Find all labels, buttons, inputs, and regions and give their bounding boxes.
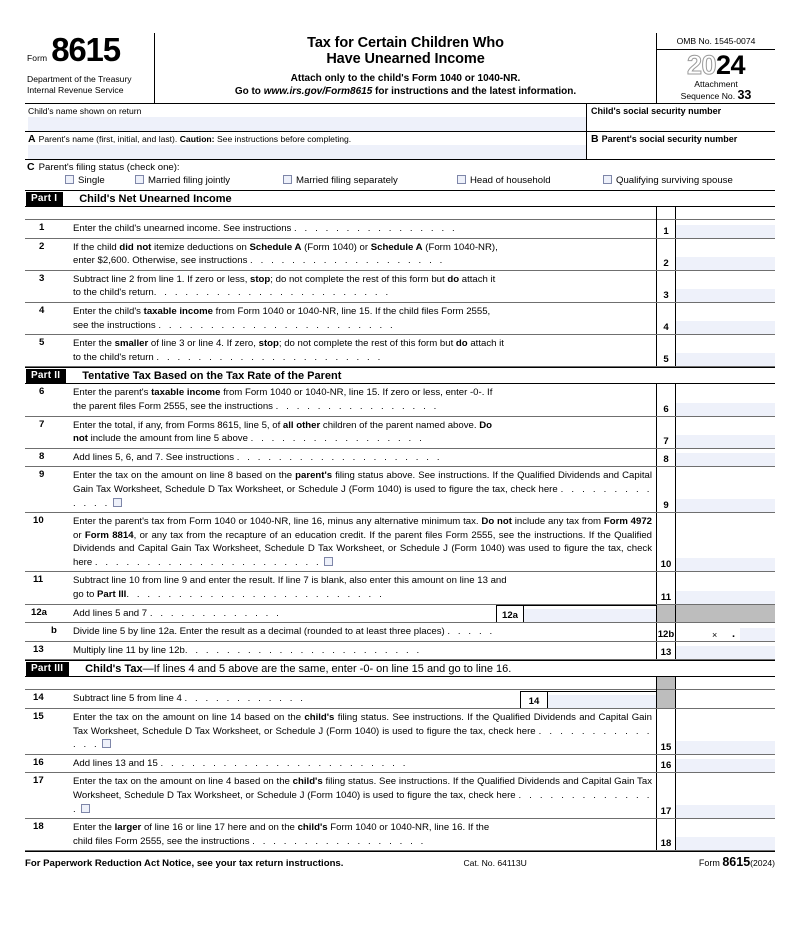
line-18-number: 18 xyxy=(33,821,44,833)
goto-suffix: for instructions and the latest information. xyxy=(372,86,577,97)
leader-dots: . . . . . . . . . . . . . . . . . . . . . . . xyxy=(158,319,396,331)
line-6-row xyxy=(25,384,775,416)
parent-ssn-text: Parent's social security number xyxy=(601,134,738,144)
line-7-text xyxy=(25,417,657,448)
line-10-instruction: Enter the parent's tax from Form 1040 or 1040-NR, line 16, minus any alternative minimum tax. Do not include any tax from Form 4972 or Form 8814, or any tax from the recapture of an education credit. If the parent files Form 2555, see the instructions. If the Qualified Dividends and Capital Gain Tax Worksheet, Schedule D Tax Worksheet, or Schedule J (Form 1040) was used to figure the tax, check here . . . . . . . . . . . . . . . . . . . . . . xyxy=(73,516,653,568)
line-8-amount-input[interactable] xyxy=(676,449,775,467)
line-9-checkbox[interactable] xyxy=(113,498,122,507)
checkbox-icon[interactable] xyxy=(135,175,144,184)
form-identifier xyxy=(27,31,150,68)
line-12a-box-number: 12a xyxy=(496,605,523,622)
line-9-number: 9 xyxy=(39,469,45,481)
footer-form-label: Form xyxy=(698,858,720,869)
child-ssn-label: Child's social security number xyxy=(591,106,722,116)
line-16-box-number: 16 xyxy=(657,755,676,773)
footer-form-reference xyxy=(699,855,775,869)
line-5-row xyxy=(25,335,775,367)
line-9-instruction: Enter the tax on the amount on line 8 based on the parent's filing status above. See instructions. If the Qualified Dividends and Capital Gain Tax Worksheet, Schedule D Tax Worksheet, or Schedule J (Form 1040) is used to figure the tax, check here . . . . . . . . . . . . . xyxy=(73,470,653,509)
leader-dots: . . . . . . . . . . . . . . xyxy=(73,790,652,815)
parent-name-input[interactable] xyxy=(28,145,586,159)
line-2-row xyxy=(25,239,775,271)
line-15-box-number: 15 xyxy=(657,709,676,754)
line-5-box-number: 5 xyxy=(657,335,676,366)
filing-option-label: Single xyxy=(78,175,105,186)
parent-ssn-input[interactable] xyxy=(591,145,775,159)
line-1-box-number: 1 xyxy=(657,220,676,238)
form-word-label: Form xyxy=(27,52,48,63)
line-3-box-number: 3 xyxy=(657,271,676,302)
leader-dots: . . . . . . . . . . . . . . . . xyxy=(275,400,439,412)
part-3-top-spacer xyxy=(25,677,775,690)
line-10-checkbox[interactable] xyxy=(324,557,333,566)
parent-name-text-2: See instructions before completing. xyxy=(214,134,352,144)
line-8-number: 8 xyxy=(39,450,45,462)
checkbox-icon[interactable] xyxy=(283,175,292,184)
line-1-text xyxy=(25,220,657,238)
filing-option-qualifying-surviving-spouse[interactable] xyxy=(603,175,733,187)
form-title-line-2: Have Unearned Income xyxy=(326,50,485,67)
agency-line-1: Department of the Treasury xyxy=(27,74,132,85)
line-16-row xyxy=(25,755,775,774)
form-title-line-1: Tax for Certain Children Who xyxy=(307,35,504,51)
goto-note xyxy=(159,86,652,97)
leader-dots: . . . . . . . . . . . . . . . . . . . . . . . xyxy=(153,287,391,299)
line-1-instruction: Enter the child's unearned income. See instructions . . . . . . . . . . . . . . . . xyxy=(73,223,458,234)
line-13-number: 13 xyxy=(33,643,44,655)
line-10-number: 10 xyxy=(33,515,44,527)
line-12a-shaded-cell xyxy=(676,605,775,623)
parent-name-caution: Caution: xyxy=(179,134,215,144)
tax-year-century: 20 xyxy=(686,50,716,80)
line-12b-box-number: 12b xyxy=(657,623,676,641)
checkbox-icon[interactable] xyxy=(457,175,466,184)
agency-line-2: Internal Revenue Service xyxy=(27,85,124,96)
decimal-entry[interactable] xyxy=(676,627,775,641)
checkbox-icon[interactable] xyxy=(65,175,74,184)
filing-option-label: Qualifying surviving spouse xyxy=(616,175,733,186)
line-18-text xyxy=(25,819,657,850)
line-5-amount-input[interactable] xyxy=(676,335,775,366)
line-4-text xyxy=(25,303,657,334)
line-4-amount-input[interactable] xyxy=(676,303,775,334)
line-17-text xyxy=(25,773,657,818)
leader-dots: . . . . . . . . . . . . . . . . . . . xyxy=(250,255,445,267)
parent-identity-row xyxy=(25,132,775,160)
line-16-number: 16 xyxy=(33,756,44,768)
leader-dots: . . . . . . . . . . . . . . . . . . . . . . xyxy=(156,351,383,363)
part-3-title xyxy=(85,663,511,675)
part-1-tag: Part I xyxy=(26,192,63,206)
line-7-row xyxy=(25,417,775,449)
line-14-instruction: Subtract line 5 from line 4 . . . . . . . . . . . . xyxy=(73,693,306,705)
attachment-sequence xyxy=(657,79,775,103)
part-3-title-rest: —If lines 4 and 5 above are the same, enter -0- on line 15 and go to line 16. xyxy=(142,662,512,675)
goto-prefix: Go to xyxy=(234,86,264,97)
form-footer xyxy=(25,851,775,869)
line-7-amount-input[interactable] xyxy=(676,417,775,448)
line-16-amount-input[interactable] xyxy=(676,755,775,773)
line-15-amount-input[interactable] xyxy=(676,709,775,754)
leader-dots: . . . . . . . . . . . . . . xyxy=(73,725,652,751)
line-5-text xyxy=(25,335,657,366)
line-7-instruction: Enter the total, if any, from Forms 8615, line 5, of all other children of the parent named above. Do not include the amount from line 5 above . . . . . . . . . . . . . . . . . xyxy=(73,419,492,445)
item-letter-c: C xyxy=(27,161,35,173)
filing-status-row xyxy=(25,160,775,191)
form-header xyxy=(25,33,775,104)
attachment-label: Attachment xyxy=(694,79,738,89)
line-5-instruction: Enter the smaller of line 3 or line 4. If zero, stop; do not complete the rest of this form but do attach it to the child's return . . . . . . . . . . . . . . . . . . . . . . xyxy=(73,338,504,363)
line-18-amount-input[interactable] xyxy=(676,819,775,850)
line-13-text xyxy=(25,642,657,660)
line-12b-decimal-input[interactable] xyxy=(676,623,775,641)
line-12a-row xyxy=(25,605,775,624)
child-identity-row xyxy=(25,104,775,132)
line-17-number: 17 xyxy=(33,775,44,787)
line-4-row xyxy=(25,303,775,335)
line-2-text xyxy=(25,239,657,270)
line-9-row xyxy=(25,467,775,513)
sequence-label: Sequence No. xyxy=(680,90,736,101)
line-6-text xyxy=(25,384,657,415)
tax-year-value: 24 xyxy=(716,50,746,80)
line-15-instruction: Enter the tax on the amount on line 14 based on the child's filing status. See instructions. If the Qualified Dividends and Capital Gain Tax Worksheet, Schedule D Tax Worksheet, or Schedule J (Form 1040) is used to figure the tax, check here . . . . . . . . . . . . . . xyxy=(73,712,652,751)
line-16-text xyxy=(25,755,657,773)
line-13-row xyxy=(25,642,775,661)
line-18-instruction: Enter the larger of line 16 or line 17 here and on the child's Form 1040 or 1040-NR, line 16. If the child files Form 2555, see the instructions . . . . . . . . . . . . . . . . . xyxy=(73,822,490,847)
leader-dots: . . . . . . . . . . . . . . . . . . . . . . xyxy=(94,556,322,568)
paperwork-notice: For Paperwork Reduction Act Notice, see your tax return instructions. xyxy=(25,858,344,870)
line-15-number: 15 xyxy=(33,711,44,723)
child-name-cell[interactable] xyxy=(25,104,587,131)
line-12b-row xyxy=(25,623,775,642)
item-letter-a: A xyxy=(28,133,36,145)
line-14-inline-entry xyxy=(520,691,656,708)
line-5-number: 5 xyxy=(39,337,45,349)
line-17-box-number: 17 xyxy=(657,773,676,818)
line-2-instruction: If the child did not itemize deductions on Schedule A (Form 1040) or Schedule A (Form 1040-NR), enter $2,600. Otherwise, see instructions . . . . . . . . . . . . . . . . . . . xyxy=(73,241,498,267)
line-6-amount-input[interactable] xyxy=(676,384,775,415)
leader-dots: . . . . . . . . . . . . . . . . . . . . . . . xyxy=(184,644,422,656)
line-3-instruction: Subtract line 2 from line 1. If zero or less, stop; do not complete the rest of this form but do attach it to the child's return. . . . . . . . . . . . . . . . . . . . . . . xyxy=(73,273,496,299)
line-1-row xyxy=(25,220,775,239)
spacer-num-col xyxy=(657,677,676,689)
line-3-row xyxy=(25,271,775,303)
line-2-box-number: 2 xyxy=(657,239,676,270)
line-11-instruction: Subtract line 10 from line 9 and enter the result. If line 7 is blank, also enter this amount on line 13 and go to Part III. . . . . . . . . . . . . . . . . . . . . . . . . xyxy=(73,575,507,601)
line-14-box-number: 14 xyxy=(520,691,547,708)
header-right xyxy=(657,33,775,103)
leader-dots: . . . . . . . . . . . . . . . . . xyxy=(252,835,426,847)
line-2-amount-input[interactable] xyxy=(676,239,775,270)
leader-dots: . . . . . . . . . . . . . xyxy=(73,483,653,509)
checkbox-icon[interactable] xyxy=(603,175,612,184)
line-8-instruction: Add lines 5, 6, and 7. See instructions . . . . . . . . . . . . . . . . . . . . xyxy=(73,451,443,463)
line-3-text xyxy=(25,271,657,302)
line-9-text xyxy=(25,467,657,512)
part-3-header xyxy=(25,660,775,677)
line-11-number: 11 xyxy=(33,574,44,586)
line-17-instruction: Enter the tax on the amount on line 4 based on the child's filing status. See instructions. If the Qualified Dividends and Capital Gain Tax Worksheet, Schedule D Tax Worksheet, or Schedule J (Form 1040) is used to figure the tax, check here . . . . . . . . . . . . . . xyxy=(73,776,652,815)
filing-option-label: Head of household xyxy=(470,175,551,186)
part-2-header xyxy=(25,367,775,384)
part-2-title: Tentative Tax Based on the Tax Rate of the Parent xyxy=(82,369,342,382)
line-10-box-number: 10 xyxy=(657,513,676,571)
filing-status-label xyxy=(27,161,180,173)
line-18-row xyxy=(25,819,775,851)
line-11-text xyxy=(25,572,657,603)
line-14-amount-input[interactable] xyxy=(547,691,656,708)
part-1-top-spacer xyxy=(25,207,775,220)
form-8615 xyxy=(25,33,775,869)
part-2-tag: Part II xyxy=(26,369,66,383)
sequence-number: 33 xyxy=(737,87,752,102)
part-3-title-bold: Child's Tax xyxy=(85,662,143,675)
line-16-instruction: Add lines 13 and 15 . . . . . . . . . . . . . . . . . . . . . . . . xyxy=(73,757,408,769)
line-15-text xyxy=(25,709,657,754)
leader-dots: . . . . . . . . . . . . . . . . . xyxy=(250,433,425,445)
line-9-amount-input[interactable] xyxy=(676,467,775,512)
line-4-instruction: Enter the child's taxable income from Form 1040 or 1040-NR, line 15. If the child files Form 2555, see the instructions . . . . . . . . . . . . . . . . . . . . . . . xyxy=(73,305,491,331)
line-11-amount-input[interactable] xyxy=(676,572,775,603)
filing-option-married-separately[interactable] xyxy=(283,175,398,187)
line-12b-text xyxy=(25,623,657,641)
filing-option-head-of-household[interactable] xyxy=(457,175,551,187)
irs-url[interactable]: www.irs.gov/Form8615 xyxy=(263,86,373,97)
filing-option-label: Married filing separately xyxy=(296,175,398,186)
footer-form-number: 8615 xyxy=(722,855,751,870)
child-ssn-input[interactable] xyxy=(591,117,775,131)
line-17-amount-input[interactable] xyxy=(676,773,775,818)
filing-option-single[interactable] xyxy=(65,175,105,187)
header-left xyxy=(25,33,155,103)
agency-block xyxy=(27,74,150,96)
spacer-amt-col xyxy=(676,207,775,219)
parent-ssn-label xyxy=(591,134,775,145)
header-title-block xyxy=(155,33,657,103)
line-8-row xyxy=(25,449,775,468)
line-14-number: 14 xyxy=(33,692,44,704)
line-10-row xyxy=(25,513,775,572)
line-15-checkbox[interactable] xyxy=(102,739,111,748)
leader-dots: . . . . . . . . . . . . . xyxy=(149,607,282,619)
line-6-instruction: Enter the parent's taxable income from Form 1040 or 1040-NR, line 15. If zero or less, enter -0-. If the parent files Form 2555, see the instructions . . . . . . . . . . . . . . . . xyxy=(73,387,493,412)
line-12a-instruction: Add lines 5 and 7 . . . . . . . . . . . . . xyxy=(73,607,282,619)
line-11-box-number: 11 xyxy=(657,572,676,603)
catalog-number: Cat. No. 64113U xyxy=(463,858,527,869)
filing-option-married-jointly[interactable] xyxy=(135,175,230,187)
filing-status-options xyxy=(25,175,775,189)
line-14-row xyxy=(25,690,775,709)
leader-dots: . . . . . xyxy=(447,626,495,638)
line-1-amount-input[interactable] xyxy=(676,220,775,238)
line-12a-number: 12a xyxy=(31,606,48,618)
line-10-text xyxy=(25,513,657,571)
leader-dots: . . . . . . . . . . . . . . . . . . . . xyxy=(236,451,443,463)
line-3-amount-input[interactable] xyxy=(676,271,775,302)
parent-ssn-cell[interactable] xyxy=(587,132,775,159)
line-12b-number: b xyxy=(51,625,57,637)
parent-name-cell[interactable] xyxy=(25,132,587,159)
child-name-label: Child's name shown on return xyxy=(28,106,142,116)
spacer-amt-col xyxy=(676,677,775,689)
line-13-instruction: Multiply line 11 by line 12b. . . . . . . . . . . . . . . . . . . . . . . xyxy=(73,644,422,656)
child-ssn-cell[interactable] xyxy=(587,104,775,131)
line-14-text xyxy=(25,690,657,708)
line-4-number: 4 xyxy=(39,304,45,316)
line-10-amount-input[interactable] xyxy=(676,513,775,571)
multiply-sign: × xyxy=(712,629,718,640)
line-2-number: 2 xyxy=(39,240,45,252)
part-1-title: Child's Net Unearned Income xyxy=(79,192,232,205)
part-1-header xyxy=(25,191,775,207)
omb-number: OMB No. 1545-0074 xyxy=(657,33,775,50)
line-15-row xyxy=(25,709,775,755)
line-12a-shaded-num xyxy=(657,605,676,623)
filing-option-label: Married filing jointly xyxy=(148,175,231,186)
line-8-text xyxy=(25,449,657,467)
line-13-box-number: 13 xyxy=(657,642,676,660)
line-3-number: 3 xyxy=(39,272,45,284)
line-7-box-number: 7 xyxy=(657,417,676,448)
line-14-blank-cell xyxy=(676,690,775,708)
line-7-number: 7 xyxy=(39,418,45,430)
line-17-row xyxy=(25,773,775,819)
line-4-box-number: 4 xyxy=(657,303,676,334)
line-17-checkbox[interactable] xyxy=(81,804,90,813)
line-12a-inline-entry xyxy=(496,605,656,622)
leader-dots: . . . . . . . . . . . . . . . . . . . . . . . . . xyxy=(126,589,385,601)
parent-name-text-1: Parent's name (first, initial, and last). xyxy=(38,134,180,144)
line-18-box-number: 18 xyxy=(657,819,676,850)
line-14-shaded-num xyxy=(657,690,676,708)
footer-year: (2024) xyxy=(750,858,775,869)
line-12b-instruction: Divide line 5 by line 12a. Enter the result as a decimal (rounded to at least three places) . . . . . xyxy=(73,626,495,638)
filing-status-text: Parent's filing status (check one): xyxy=(38,162,180,173)
leader-dots: . . . . . . . . . . . . . . . . xyxy=(294,223,458,234)
attach-note: Attach only to the child's Form 1040 or 1040-NR. xyxy=(290,73,521,84)
line-1-number: 1 xyxy=(39,222,45,233)
leader-dots: . . . . . . . . . . . . . . . . . . . . . . . . xyxy=(160,757,408,769)
parent-name-label xyxy=(28,134,586,145)
decimal-point: . xyxy=(732,627,736,640)
line-12a-amount-input[interactable] xyxy=(523,605,656,622)
line-13-amount-input[interactable] xyxy=(676,642,775,660)
line-8-box-number: 8 xyxy=(657,449,676,467)
line-11-row xyxy=(25,572,775,604)
tax-year xyxy=(657,50,775,79)
leader-dots: . . . . . . . . . . . . xyxy=(184,693,306,705)
line-9-box-number: 9 xyxy=(657,467,676,512)
spacer-num-col xyxy=(657,207,676,219)
item-letter-b: B xyxy=(591,133,599,145)
part-3-tag: Part III xyxy=(26,662,69,676)
line-6-box-number: 6 xyxy=(657,384,676,415)
form-number: 8615 xyxy=(51,31,120,68)
line-12a-text xyxy=(25,605,657,623)
child-name-input[interactable] xyxy=(28,117,586,131)
line-6-number: 6 xyxy=(39,386,45,398)
